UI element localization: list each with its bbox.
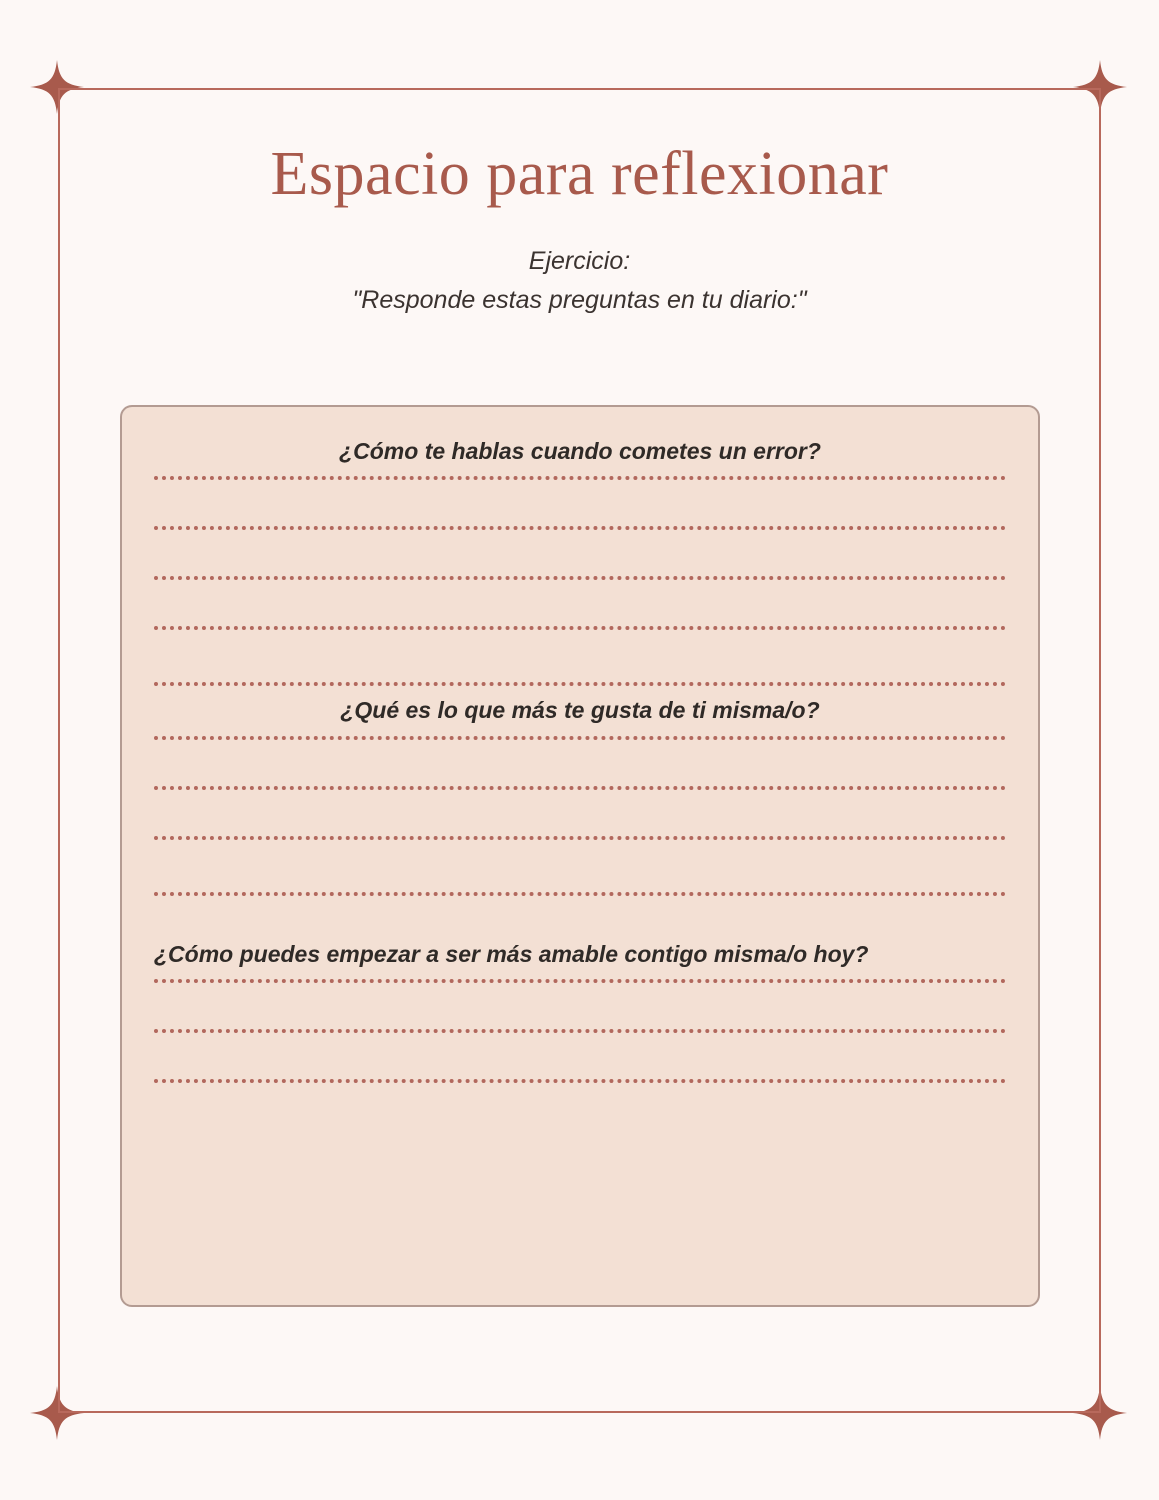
reflection-card (120, 405, 1040, 1307)
exercise-instruction: "Responde estas preguntas en tu diario:" (352, 285, 807, 314)
exercise-label: Ejercicio: (528, 247, 631, 276)
question-1: ¿Cómo te hablas cuando cometes un error? (339, 438, 821, 464)
writing-line[interactable] (154, 1079, 1006, 1083)
worksheet-content (58, 88, 1101, 1413)
page-title: Espacio para reflexionar (270, 140, 889, 208)
question-2: ¿Qué es lo que más te gusta de ti misma/o? (340, 697, 820, 724)
exercise-subtitle (58, 242, 1101, 320)
question-3: ¿Cómo puedes empezar a ser más amable contigo misma/o hoy? (154, 940, 869, 967)
